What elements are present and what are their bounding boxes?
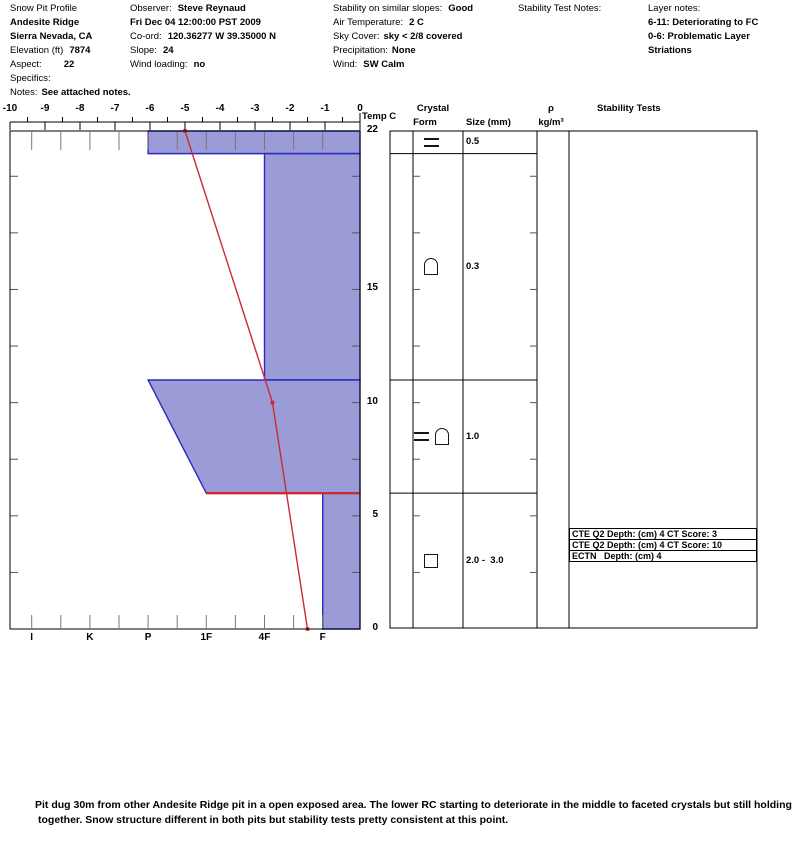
temp-tick-label: 0 [357, 103, 363, 114]
hardness-tick-label: P [144, 632, 152, 643]
air-temp-value: 2 C [409, 17, 424, 28]
crystal-form-plates-symbol [424, 138, 439, 147]
temp-tick-label: -9 [40, 103, 50, 114]
temp-tick-label: -2 [285, 103, 295, 114]
snow-layer-polygon [265, 154, 361, 380]
observer-value: Steve Reynaud [177, 3, 246, 14]
slope-line: Slope: 24 [130, 45, 174, 56]
observer-line: Observer: Steve Reynaud [130, 3, 246, 14]
wind-loading-value: no [193, 59, 206, 70]
stability-tests-header: Stability Tests [597, 103, 661, 114]
hardness-tick-label: I [30, 632, 34, 643]
crystal-form-plates-symbol [414, 432, 429, 441]
stability-test-result: ECTN Depth: (cm) 4 [569, 550, 757, 562]
snow-layer-polygon [148, 380, 360, 493]
depth-tick-label: 5 [372, 508, 378, 520]
temp-tick-label: -3 [250, 103, 260, 114]
wind-loading-line: Wind loading: no [130, 59, 206, 70]
hardness-tick-label: 1F [200, 632, 213, 643]
hardness-tick-label: 4F [258, 632, 271, 643]
hardness-tick-label: K [86, 632, 94, 643]
crystal-form-arch-symbol [424, 258, 438, 275]
aspect-value: 22 [63, 59, 75, 70]
temp-tick-label: -7 [110, 103, 120, 114]
grain-size-value: 1.0 [466, 430, 480, 442]
aspect-line: Aspect: 22 [10, 59, 75, 70]
grain-size-value: 2.0 - 3.0 [466, 555, 504, 567]
stability-test-result: CTE Q2 Depth: (cm) 4 CT Score: 3 [569, 528, 757, 540]
precip-line: Precipitation: None [333, 45, 416, 56]
depth-tick-label: 15 [366, 282, 378, 294]
layer-notes-label: Layer notes: [648, 3, 701, 14]
air-temp-line: Air Temperature: 2 C [333, 17, 424, 28]
temp-tick-label: -8 [75, 103, 85, 114]
wind-value: SW Calm [363, 59, 405, 70]
notes-value: See attached notes. [41, 87, 131, 98]
temp-tick-label: -5 [180, 103, 190, 114]
layer-note-2: 0-6: Problematic Layer [648, 31, 750, 42]
temp-axis-label: Temp C [362, 111, 397, 122]
stability-test-notes-label: Stability Test Notes: [518, 3, 602, 14]
temp-tick-label: -1 [320, 103, 330, 114]
temp-tick-label: -4 [215, 103, 225, 114]
coord-line: Co-ord: 120.36277 W 39.35000 N [130, 31, 276, 42]
depth-tick-label: 10 [366, 395, 378, 407]
elevation-line: Elevation (ft) 7874 [10, 45, 91, 56]
datetime-line: Fri Dec 04 12:00:00 PST 2009 [130, 17, 261, 28]
crystal-header: Crystal [416, 103, 450, 114]
report-title: Snow Pit Profile [10, 3, 78, 14]
layer-note-1: 6-11: Deteriorating to FC [648, 17, 759, 28]
depth-tick-label: 22 [366, 124, 378, 135]
specifics-line: Specifics: [10, 73, 51, 84]
form-header: Form [413, 117, 437, 128]
pit-note-line-1: Pit dug 30m from other Andesite Ridge pit in a open exposed area. The lower RC starting to deteriorate in the middle to faceted crystals but still holding [35, 799, 792, 811]
pit-note-line-2: together. Snow structure different in both pits but stability tests pretty consistent at this point. [38, 814, 509, 826]
stability-value: Good [448, 3, 474, 14]
temp-tick-label: -6 [145, 103, 155, 114]
slope-value: 24 [162, 45, 174, 56]
snow-layer-polygon [148, 131, 360, 154]
layer-note-3: Striations [648, 45, 692, 56]
hardness-tick-label: F [319, 632, 326, 643]
crystal-form-square-symbol [424, 554, 438, 568]
stability-line: Stability on similar slopes: Good [333, 3, 474, 14]
density-unit-header: kg/m³ [538, 117, 564, 128]
crystal-form-arch-symbol [435, 428, 449, 445]
notes-line: Notes: See attached notes. [10, 87, 131, 98]
coord-value: 120.36277 W 39.35000 N [167, 31, 276, 42]
sky-cover-line: Sky Cover: sky < 2/8 covered [333, 31, 463, 42]
density-symbol-header: ρ [548, 103, 554, 114]
wind-line: Wind: SW Calm [333, 59, 405, 70]
precip-value: None [391, 45, 416, 56]
grain-size-value: 0.5 [466, 136, 480, 148]
temp-tick-label: -10 [2, 103, 18, 114]
temperature-point [271, 401, 275, 405]
stability-test-result: CTE Q2 Depth: (cm) 4 CT Score: 10 [569, 539, 757, 551]
depth-tick-label: 0 [372, 622, 378, 633]
size-header: Size (mm) [466, 117, 511, 128]
sky-cover-value: sky < 2/8 covered [383, 31, 463, 42]
site-region: Sierra Nevada, CA [10, 31, 93, 42]
elevation-value: 7874 [69, 45, 91, 56]
site-name: Andesite Ridge [10, 17, 80, 28]
grain-size-value: 0.3 [466, 260, 480, 272]
